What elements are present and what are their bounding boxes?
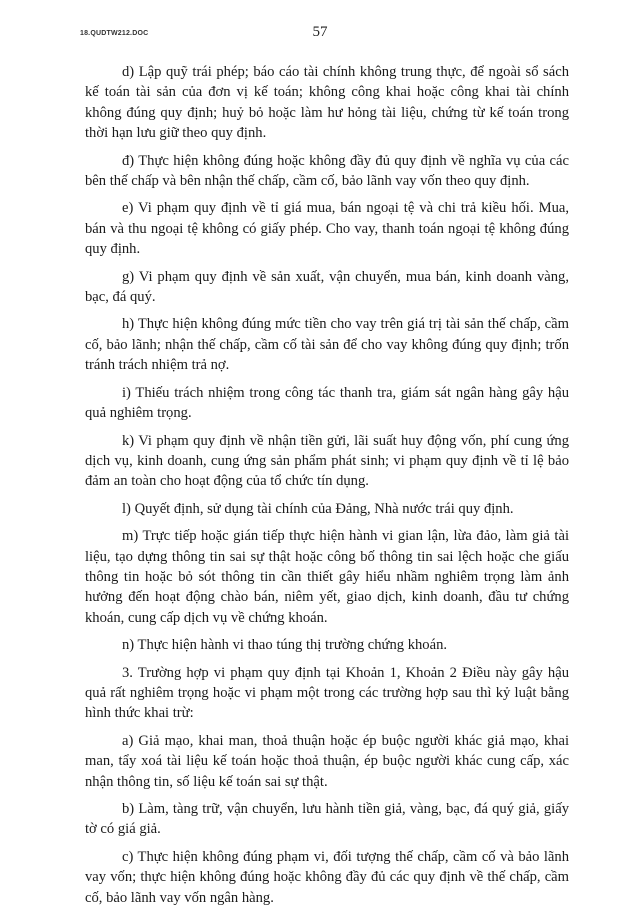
paragraph-3c: c) Thực hiện không đúng phạm vi, đối tượng thế chấp, cầm cố và bảo lãnh vay vốn; thực hiện không đúng hoặc không đầy đủ các quy định về thế chấp, cầm cố, bảo lãnh vay vốn ngân hàng. (85, 848, 569, 906)
paragraph-g: g) Vi phạm quy định về sản xuất, vận chuyển, mua bán, kinh doanh vàng, bạc, đá quý. (85, 268, 569, 306)
paragraph-3b: b) Làm, tàng trữ, vận chuyển, lưu hành tiền giả, vàng, bạc, đá quý giả, giấy tờ có giá giả. (85, 801, 569, 838)
paragraph-i: i) Thiếu trách nhiệm trong công tác thanh tra, giám sát ngân hàng gây hậu quả nghiêm trọng. (85, 384, 569, 422)
paragraph-section-3: 3. Trường hợp vi phạm quy định tại Khoản 1, Khoản 2 Điều này gây hậu quả rất nghiêm trọng hoặc vi phạm một trong các trường hợp sau thì kỷ luật bằng hình thức khai trừ: (85, 664, 569, 722)
paragraph-h: h) Thực hiện không đúng mức tiền cho vay trên giá trị tài sản thế chấp, cầm cố, bảo lãnh; nhận thế chấp, cầm cố tài sản để cho vay không đúng quy định; trốn tránh trách nhiệm trả nợ. (85, 316, 569, 374)
paragraph-k: k) Vi phạm quy định về nhận tiền gửi, lãi suất huy động vốn, phí cung ứng dịch vụ, kinh doanh, cung ứng sản phẩm phát sinh; vi phạm quy định về tỉ lệ bảo đảm an toàn cho hoạt động của tổ chức tín dụng. (85, 432, 569, 490)
paragraph-dd: đ) Thực hiện không đúng hoặc không đầy đủ quy định về nghĩa vụ của các bên thế chấp và bên nhận thế chấp, cầm cố, bảo lãnh vay vốn theo quy định. (85, 152, 569, 190)
document-filename: 18.QUDTW212.DOC (80, 30, 149, 37)
paragraph-m: m) Trực tiếp hoặc gián tiếp thực hiện hành vi gian lận, lừa đảo, làm giả tài liệu, tạo dựng thông tin sai sự thật hoặc công bố thông tin sai lệch hoặc che giấu thông tin hoặc bỏ sót thông tin cần thiết gây hiểu nhầm nghiêm trọng làm ảnh hưởng đến hoạt động chào bán, niêm yết, giao dịch, kinh doanh, đầu tư chứng khoán, cung cấp dịch vụ về chứng khoán. (85, 528, 569, 626)
page-number: 57 (312, 24, 328, 40)
paragraph-n: n) Thực hiện hành vi thao túng thị trường chứng khoán. (122, 637, 448, 654)
paragraph-d: d) Lập quỹ trái phép; báo cáo tài chính không trung thực, để ngoài sổ sách kế toán tài sản của đơn vị kế toán; không công khai hoặc công khai tài chính không đúng quy định; huỷ bỏ hoặc làm hư hỏng tài liệu, chứng từ kế toán trong thời hạn lưu giữ theo quy định. (85, 64, 569, 142)
document-body (85, 62, 569, 915)
paragraph-e: e) Vi phạm quy định về tỉ giá mua, bán ngoại tệ và chi trả kiều hối. Mua, bán và thu ngoại tệ không có giấy phép. Cho vay, thanh toán ngoại tệ không đúng quy định. (85, 200, 569, 258)
paragraph-3a: a) Giả mạo, khai man, thoả thuận hoặc ép buộc người khác giả mạo, khai man, tẩy xoá tài liệu kế toán hoặc thoả thuận, ép buộc người khác cung cấp, xác nhận thông tin, số liệu kế toán sai sự thật. (85, 732, 569, 790)
paragraph-l: l) Quyết định, sử dụng tài chính của Đảng, Nhà nước trái quy định. (122, 500, 514, 517)
